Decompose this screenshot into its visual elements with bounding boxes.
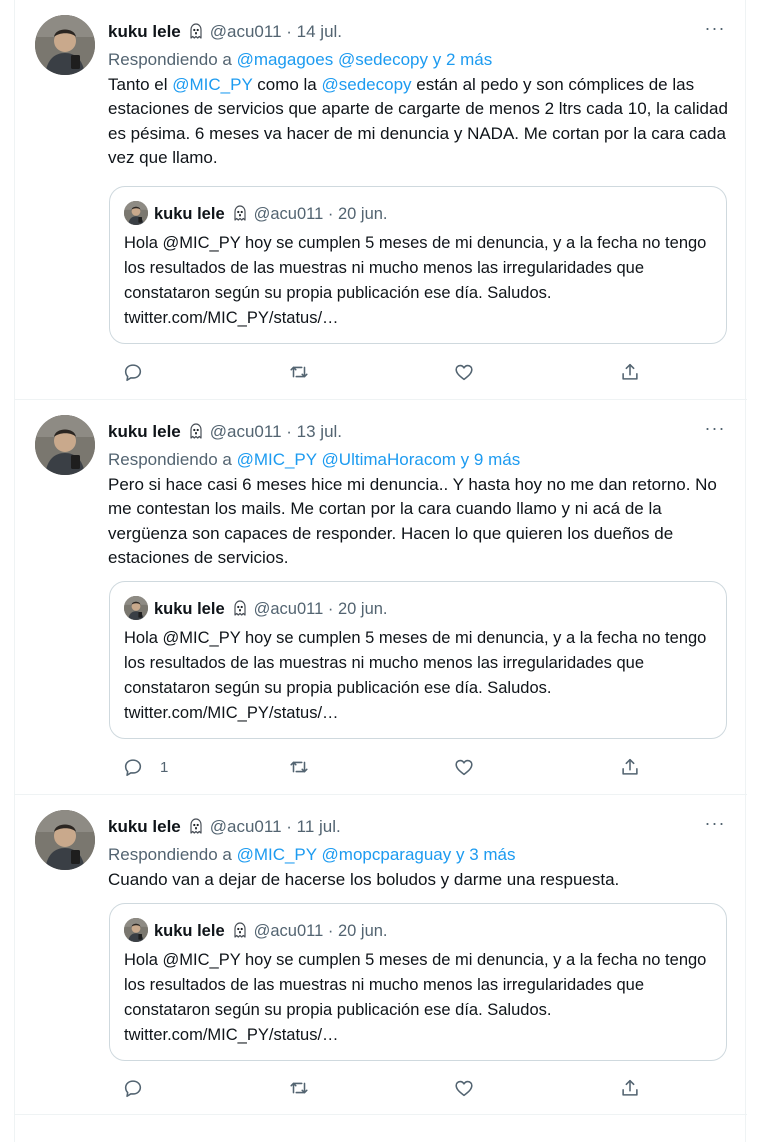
tweet-date[interactable]: 11 jul. <box>296 817 341 836</box>
quoted-header <box>124 918 388 942</box>
tweet-text: Pero si hace casi 6 meses hice mi denuncia.. Y hasta hoy no me dan retorno. No me contestan los mails. Me cortan por la cara cuando llamo y ni acá de la vergüenza son capaces de responder. Hacen lo que quieren los dueños de estaciones de servicios. <box>108 475 717 567</box>
like-icon <box>453 1077 475 1099</box>
like-button[interactable] <box>453 358 475 386</box>
mention-link[interactable]: @magagoes <box>236 50 334 69</box>
like-button[interactable] <box>453 1074 475 1102</box>
replying-to <box>108 448 520 472</box>
retweet-icon <box>288 756 310 778</box>
separator-dot: · <box>281 22 297 41</box>
mention-link[interactable]: @MIC_PY <box>236 845 317 864</box>
others-link[interactable]: y 3 más <box>456 845 516 864</box>
tweet-date[interactable]: 14 jul. <box>296 22 343 41</box>
author-name[interactable]: kuku lele <box>108 422 181 441</box>
more-icon[interactable]: ··· <box>704 813 726 833</box>
share-button[interactable] <box>619 1074 641 1102</box>
tweet[interactable] <box>15 0 747 400</box>
tweet[interactable] <box>15 795 747 1115</box>
separator-dot: · <box>281 422 297 441</box>
share-icon <box>619 361 641 383</box>
text-part: están al pedo y son cómplices de las estaciones de servicios que aparte de cargarte de menos 2 ltrs cada 10, la calidad es pésima. 6 meses va hacer de mi denuncia y NADA. Me cortan por la cara cada vez que llamo. <box>108 75 728 167</box>
mention-link[interactable]: @MIC_PY <box>236 450 317 469</box>
timeline <box>14 0 746 1142</box>
quoted-header <box>124 201 388 225</box>
separator-dot: · <box>323 922 338 940</box>
quoted-author-name: kuku lele <box>154 600 225 618</box>
retweet-icon <box>288 1077 310 1099</box>
mention-link[interactable]: @MIC_PY <box>172 75 253 94</box>
quoted-avatar <box>124 918 148 942</box>
quoted-date: 20 jun. <box>337 922 388 940</box>
reply-icon <box>122 756 144 778</box>
share-button[interactable] <box>619 753 641 781</box>
separator-dot: · <box>281 817 297 836</box>
tweet-header <box>108 20 342 44</box>
tweet-text <box>108 73 734 170</box>
quoted-handle: @acu011 <box>253 600 324 618</box>
quoted-author-name: kuku lele <box>154 205 225 223</box>
replying-to <box>108 843 516 867</box>
separator-dot: · <box>323 205 338 223</box>
share-icon <box>619 1077 641 1099</box>
author-handle[interactable]: @acu011 <box>209 22 282 41</box>
quoted-text: Hola @MIC_PY hoy se cumplen 5 meses de mi denuncia, y a la fecha no tengo los resultados de las muestras ni mucho menos las irregularidades que constataron según su propia publicación ese día. Saludos. twitter.com/MIC_PY/status/… <box>124 234 707 327</box>
like-icon <box>453 756 475 778</box>
author-name[interactable]: kuku lele <box>108 22 181 41</box>
retweet-button[interactable] <box>288 358 310 386</box>
tweet-header <box>108 815 341 839</box>
reply-button[interactable] <box>122 1074 160 1102</box>
mention-link[interactable]: @UltimaHoracom <box>321 450 456 469</box>
ghost-icon <box>231 204 249 222</box>
retweet-icon <box>288 361 310 383</box>
retweet-button[interactable] <box>288 1074 310 1102</box>
ghost-icon <box>231 599 249 617</box>
text-part: como la <box>252 75 322 94</box>
tweet-text: Cuando van a dejar de hacerse los boludos y darme una respuesta. <box>108 870 620 889</box>
ghost-icon <box>231 921 249 939</box>
quoted-tweet[interactable] <box>109 581 727 739</box>
reply-icon <box>122 1077 144 1099</box>
more-icon[interactable]: ··· <box>704 418 726 438</box>
replying-prefix: Respondiendo a <box>108 450 232 469</box>
like-icon <box>453 361 475 383</box>
text-part: Tanto el <box>108 75 173 94</box>
quoted-text: Hola @MIC_PY hoy se cumplen 5 meses de mi denuncia, y a la fecha no tengo los resultados de las muestras ni mucho menos las irregularidades que constataron según su propia publicación ese día. Saludos. twitter.com/MIC_PY/status/… <box>124 951 707 1044</box>
quoted-avatar <box>124 201 148 225</box>
separator-dot: · <box>323 600 338 618</box>
share-button[interactable] <box>619 358 641 386</box>
quoted-handle: @acu011 <box>253 922 324 940</box>
quoted-date: 20 jun. <box>337 600 388 618</box>
tweet-header <box>108 420 342 444</box>
replying-prefix: Respondiendo a <box>108 845 232 864</box>
quoted-text: Hola @MIC_PY hoy se cumplen 5 meses de mi denuncia, y a la fecha no tengo los resultados de las muestras ni mucho menos las irregularidades que constataron según su propia publicación ese día. Saludos. twitter.com/MIC_PY/status/… <box>124 629 707 722</box>
others-link[interactable]: y 2 más <box>432 50 493 69</box>
tweet[interactable] <box>15 400 747 795</box>
mention-link[interactable]: @sedecopy <box>337 50 428 69</box>
replying-prefix: Respondiendo a <box>108 50 232 69</box>
share-icon <box>619 756 641 778</box>
retweet-button[interactable] <box>288 753 310 781</box>
quoted-author-name: kuku lele <box>154 922 225 940</box>
reply-button[interactable] <box>122 358 160 386</box>
reply-button[interactable] <box>122 753 168 781</box>
others-link[interactable]: y 9 más <box>460 450 521 469</box>
author-name[interactable]: kuku lele <box>108 817 181 836</box>
ghost-icon <box>187 422 205 440</box>
tweet-actions <box>108 753 648 781</box>
ghost-icon <box>187 817 205 835</box>
ghost-icon <box>187 22 205 40</box>
avatar[interactable] <box>35 415 95 475</box>
author-handle[interactable]: @acu011 <box>209 422 282 441</box>
quoted-handle: @acu011 <box>253 205 324 223</box>
quoted-avatar <box>124 596 148 620</box>
quoted-tweet[interactable] <box>109 903 727 1061</box>
avatar[interactable] <box>35 810 95 870</box>
reply-icon <box>122 361 144 383</box>
quoted-date: 20 jun. <box>337 205 388 223</box>
mention-link[interactable]: @sedecopy <box>321 75 412 94</box>
quoted-header <box>124 596 388 620</box>
more-icon[interactable]: ··· <box>704 18 726 38</box>
avatar[interactable] <box>35 15 95 75</box>
replying-to <box>108 48 492 72</box>
mention-link[interactable]: @mopcparaguay <box>321 845 452 864</box>
tweet-actions <box>108 358 648 386</box>
quoted-tweet[interactable] <box>109 186 727 344</box>
tweet-date[interactable]: 13 jul. <box>296 422 343 441</box>
author-handle[interactable]: @acu011 <box>209 817 282 836</box>
reply-count: 1 <box>160 758 169 776</box>
tweet-actions <box>108 1074 648 1102</box>
like-button[interactable] <box>453 753 475 781</box>
